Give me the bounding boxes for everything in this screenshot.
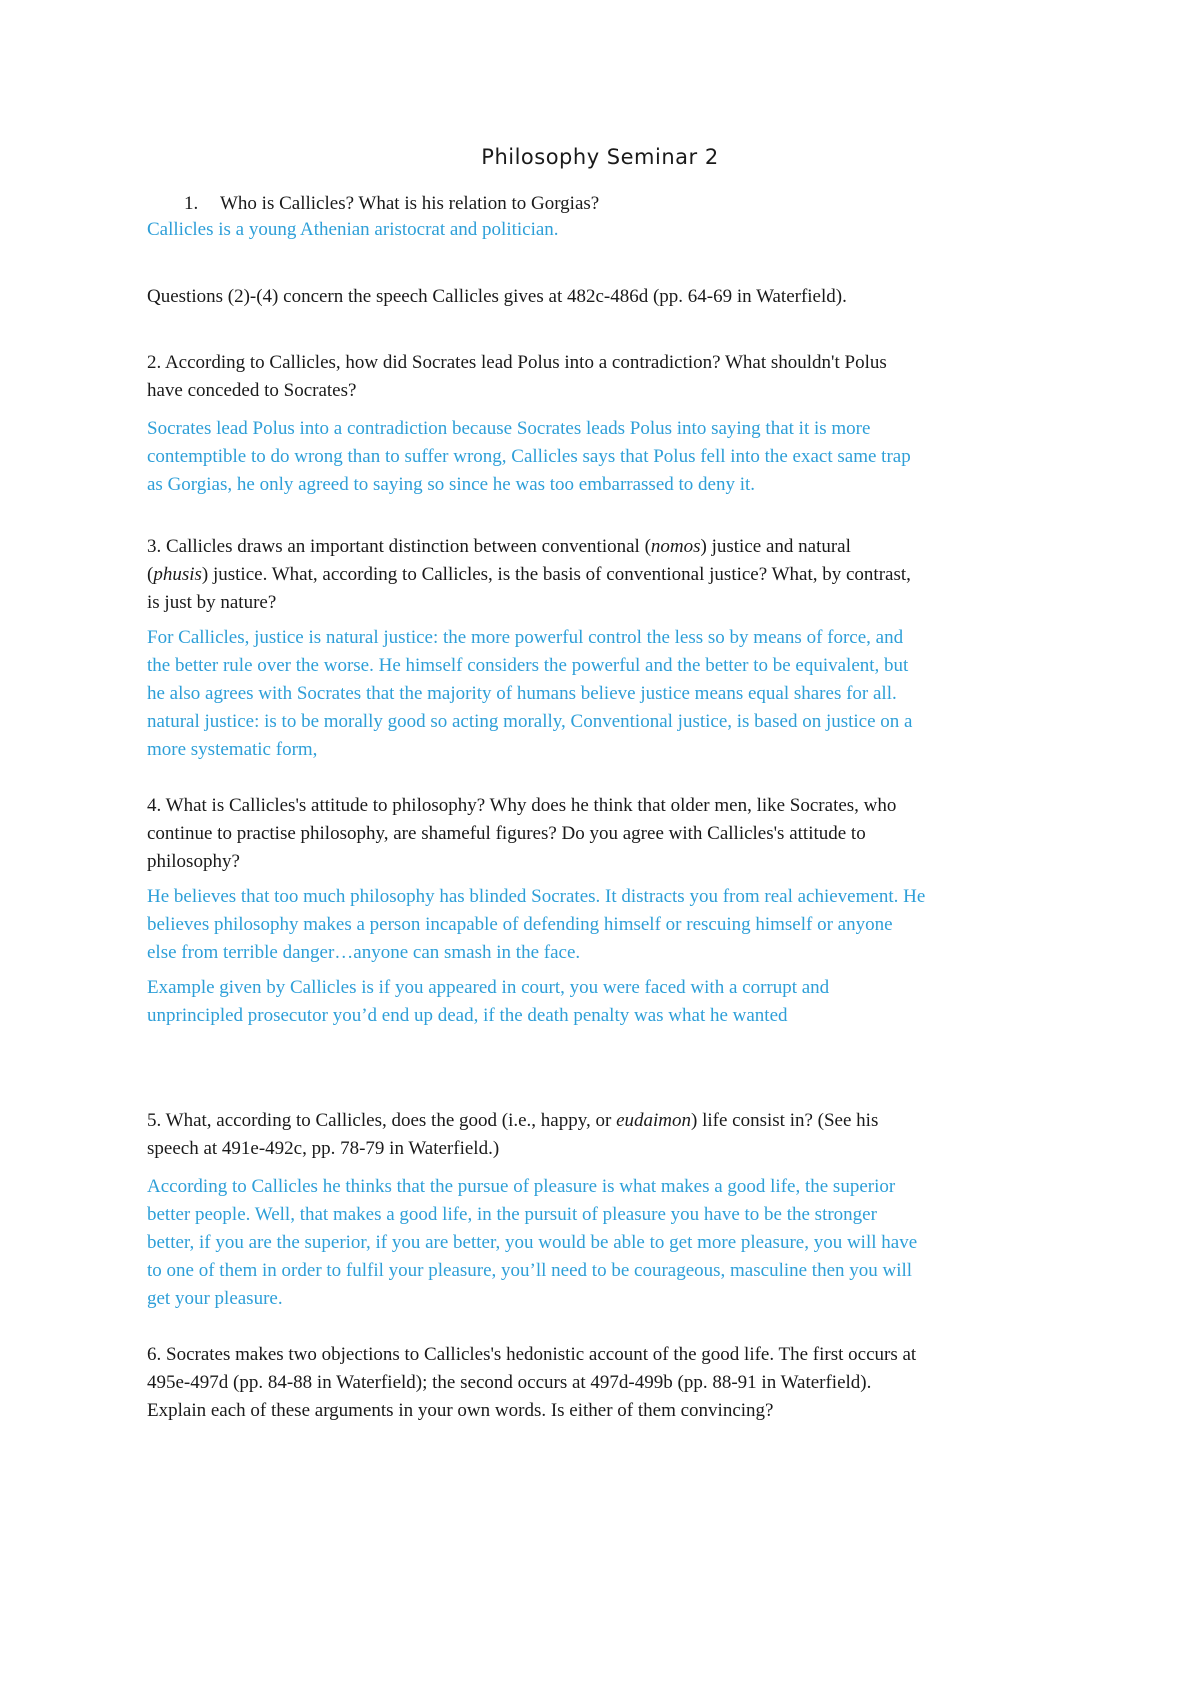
q5-answer-line: better, if you are the superior, if you are better, you would be able to get more pleasure, you will have	[147, 1232, 918, 1253]
q5-answer-line: to one of them in order to fulfil your pleasure, you’ll need to be courageous, masculine then you will	[147, 1260, 913, 1281]
q6-question-line: 495e-497d (pp. 84-88 in Waterfield); the second occurs at 497d-499b (pp. 88-91 in Waterfield).	[147, 1372, 872, 1393]
q3-question-line: is just by nature?	[147, 592, 277, 613]
q4-question	[147, 792, 1067, 876]
q2-question-line: have conceded to Socrates?	[147, 380, 357, 401]
q3-answer-line: he also agrees with Socrates that the majority of humans believe justice means equal shares for all.	[147, 683, 897, 704]
q1-answer: Callicles is a young Athenian aristocrat and politician.	[147, 219, 559, 240]
nomos-term: nomos	[650, 536, 701, 557]
q1-number: 1.	[184, 193, 199, 214]
q4-example-line: Example given by Callicles is if you appeared in court, you were faced with a corrupt and	[147, 977, 830, 998]
q6-question	[147, 1341, 1067, 1425]
q4-example-line: unprincipled prosecutor you’d end up dead, if the death penalty was what he wanted	[147, 1005, 788, 1026]
q5-answer-line: better people. Well, that makes a good life, in the pursuit of pleasure you have to be the stronger	[147, 1204, 877, 1225]
q3-answer-line: the better rule over the worse. He himself considers the powerful and the better to be equivalent, but	[147, 655, 909, 676]
q2-answer-line: Socrates lead Polus into a contradiction because Socrates leads Polus into saying that it is more	[147, 418, 871, 439]
q3-question-line: 3. Callicles draws an important distinction between conventional (nomos) justice and natural	[147, 536, 851, 557]
q5-question	[147, 1107, 1067, 1163]
q5-question-line: speech at 491e-492c, pp. 78-79 in Waterfield.)	[147, 1138, 500, 1159]
q2-question-line: 2. According to Callicles, how did Socrates lead Polus into a contradiction? What shouldn't Polus	[147, 352, 887, 373]
document-title: Philosophy Seminar 2	[481, 145, 719, 169]
q5-question-line: 5. What, according to Callicles, does the good (i.e., happy, or eudaimon) life consist in? (See his	[147, 1110, 879, 1131]
phusis-term: phusis	[153, 564, 202, 585]
q4-question-line: continue to practise philosophy, are shameful figures? Do you agree with Callicles's attitude to	[147, 823, 866, 844]
q2-answer-line: contemptible to do wrong than to suffer wrong, Callicles says that Polus fell into the exact same trap	[147, 446, 911, 467]
q3-answer-line: For Callicles, justice is natural justice: the more powerful control the less so by means of force, and	[147, 627, 904, 648]
q4-answer-line: He believes that too much philosophy has blinded Socrates. It distracts you from real achievement. He	[147, 886, 926, 907]
q3-answer-line: more systematic form,	[147, 739, 318, 760]
q3-question	[147, 533, 1067, 617]
q3-answer	[147, 624, 1067, 764]
q4-answer-line: believes philosophy makes a person incapable of defending himself or rescuing himself or anyone	[147, 914, 893, 935]
q3-question-line: (phusis) justice. What, according to Callicles, is the basis of conventional justice? What, by contrast,	[147, 564, 911, 585]
q5-answer-line: According to Callicles he thinks that the pursue of pleasure is what makes a good life, the superior	[147, 1176, 896, 1197]
q4-question-line: 4. What is Callicles's attitude to philosophy? Why does he think that older men, like Socrates, who	[147, 795, 897, 816]
q4-answer	[147, 883, 1067, 967]
q4-answer-line: else from terrible danger…anyone can smash in the face.	[147, 942, 581, 963]
q2-answer-line: as Gorgias, he only agreed to saying so since he was too embarrassed to deny it.	[147, 474, 756, 495]
q6-question-line: 6. Socrates makes two objections to Callicles's hedonistic account of the good life. The first occurs at	[147, 1344, 917, 1365]
q6-question-line: Explain each of these arguments in your own words. Is either of them convincing?	[147, 1400, 774, 1421]
q4-question-line: philosophy?	[147, 851, 240, 872]
questions-intro: Questions (2)-(4) concern the speech Callicles gives at 482c-486d (pp. 64-69 in Waterfield).	[147, 286, 847, 307]
q4-example	[147, 974, 1067, 1030]
q2-question	[147, 349, 1067, 405]
q5-answer	[147, 1173, 1067, 1313]
eudaimon-term: eudaimon	[616, 1110, 692, 1131]
q2-answer	[147, 415, 1067, 499]
q1-question: Who is Callicles? What is his relation to Gorgias?	[220, 193, 600, 214]
q3-answer-line: natural justice: is to be morally good so acting morally, Conventional justice, is based on justice on a	[147, 711, 913, 732]
q5-answer-line: get your pleasure.	[147, 1288, 283, 1309]
